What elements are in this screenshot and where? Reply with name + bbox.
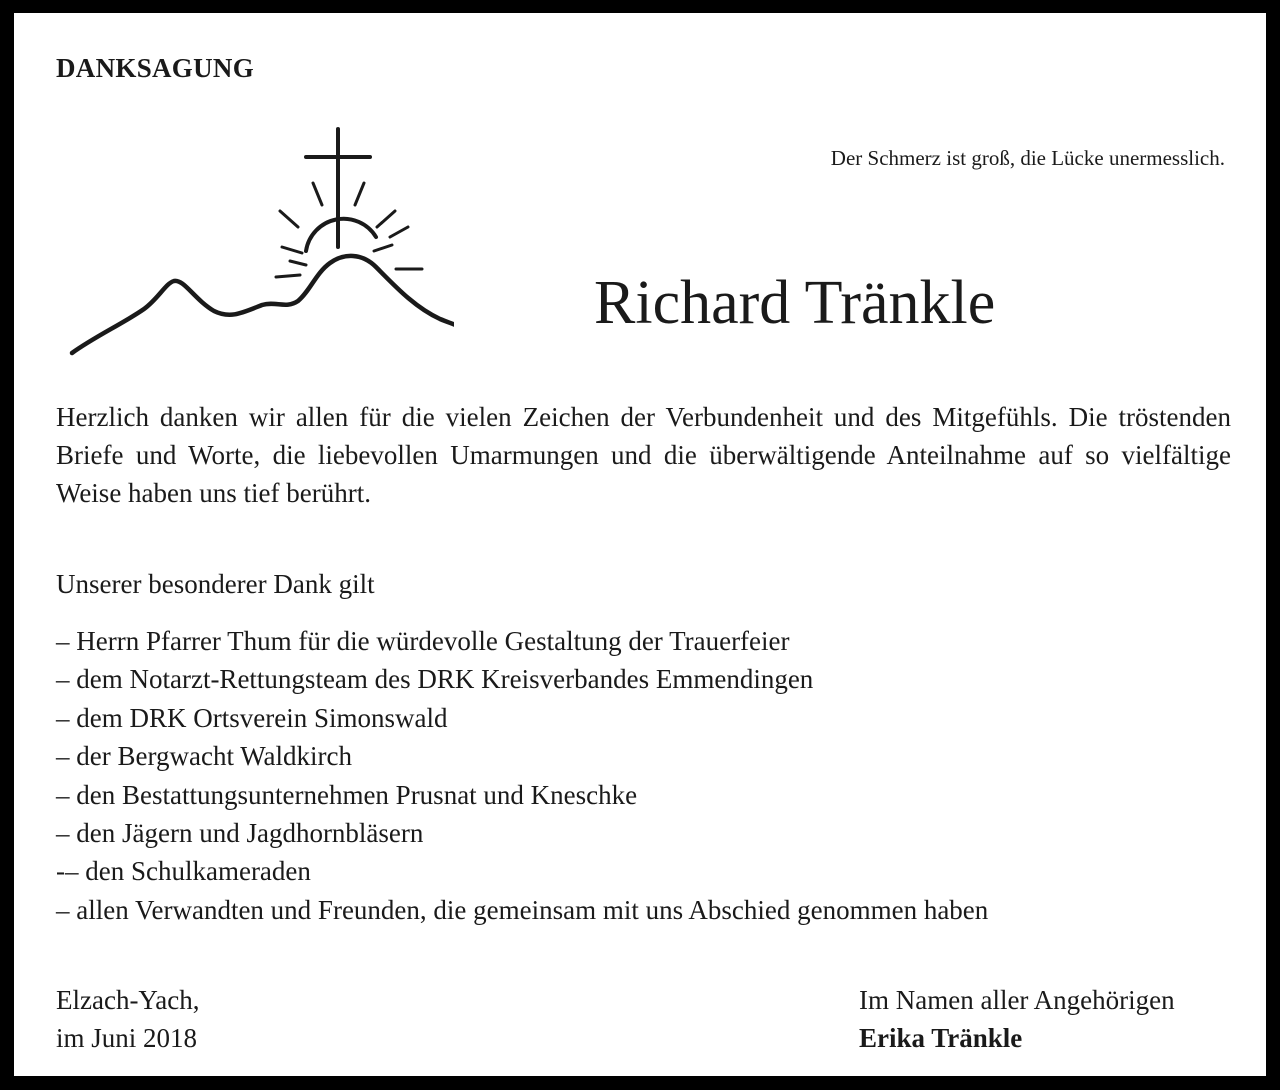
list-item: – den Bestattungsunternehmen Prusnat und Kneschke [56,779,638,810]
list-item: – der Bergwacht Waldkirch [56,741,352,772]
on-behalf-text: Im Namen aller Angehörigen [859,985,1175,1015]
list-item: – den Jägern und Jagdhornbläsern [56,818,424,849]
place-location: Elzach-Yach, [56,985,200,1015]
place-date: im Juni 2018 [56,1023,198,1053]
signature-block [859,981,1175,1057]
thanks-intro: Unserer besonderer Dank gilt [56,569,375,599]
deceased-name: Richard Tränkle [594,269,996,337]
place-and-date [56,981,199,1057]
list-item: – dem DRK Ortsverein Simonswald [56,702,448,733]
thanks-list [56,622,988,929]
list-item: – dem Notarzt-Rettungsteam des DRK Kreisverbandes Emmendingen [56,664,814,695]
cross-sunrise-mountains-icon [54,123,454,363]
list-item: – allen Verwandten und Freunden, die gemeinsam mit uns Abschied genommen haben [56,894,989,925]
list-item: – Herrn Pfarrer Thum für die würdevolle Gestaltung der Trauerfeier [56,626,790,656]
obituary-notice [14,13,1266,1076]
list-item: -– den Schulkameraden [56,856,311,887]
notice-heading: DANKSAGUNG [56,53,255,83]
thank-you-paragraph: Herzlich danken wir allen für die vielen Zeichen der Verbundenheit und des Mitgefühls. Die tröstenden Briefe und Worte, die liebevollen Umarmungen und die überwältigende Anteilnahme auf so vielfältige Weise haben uns tief berührt. [56,402,1231,508]
signer-name: Erika Tränkle [859,1023,1023,1053]
motto-quote: Der Schmerz ist groß, die Lücke unermesslich. [830,146,1225,170]
